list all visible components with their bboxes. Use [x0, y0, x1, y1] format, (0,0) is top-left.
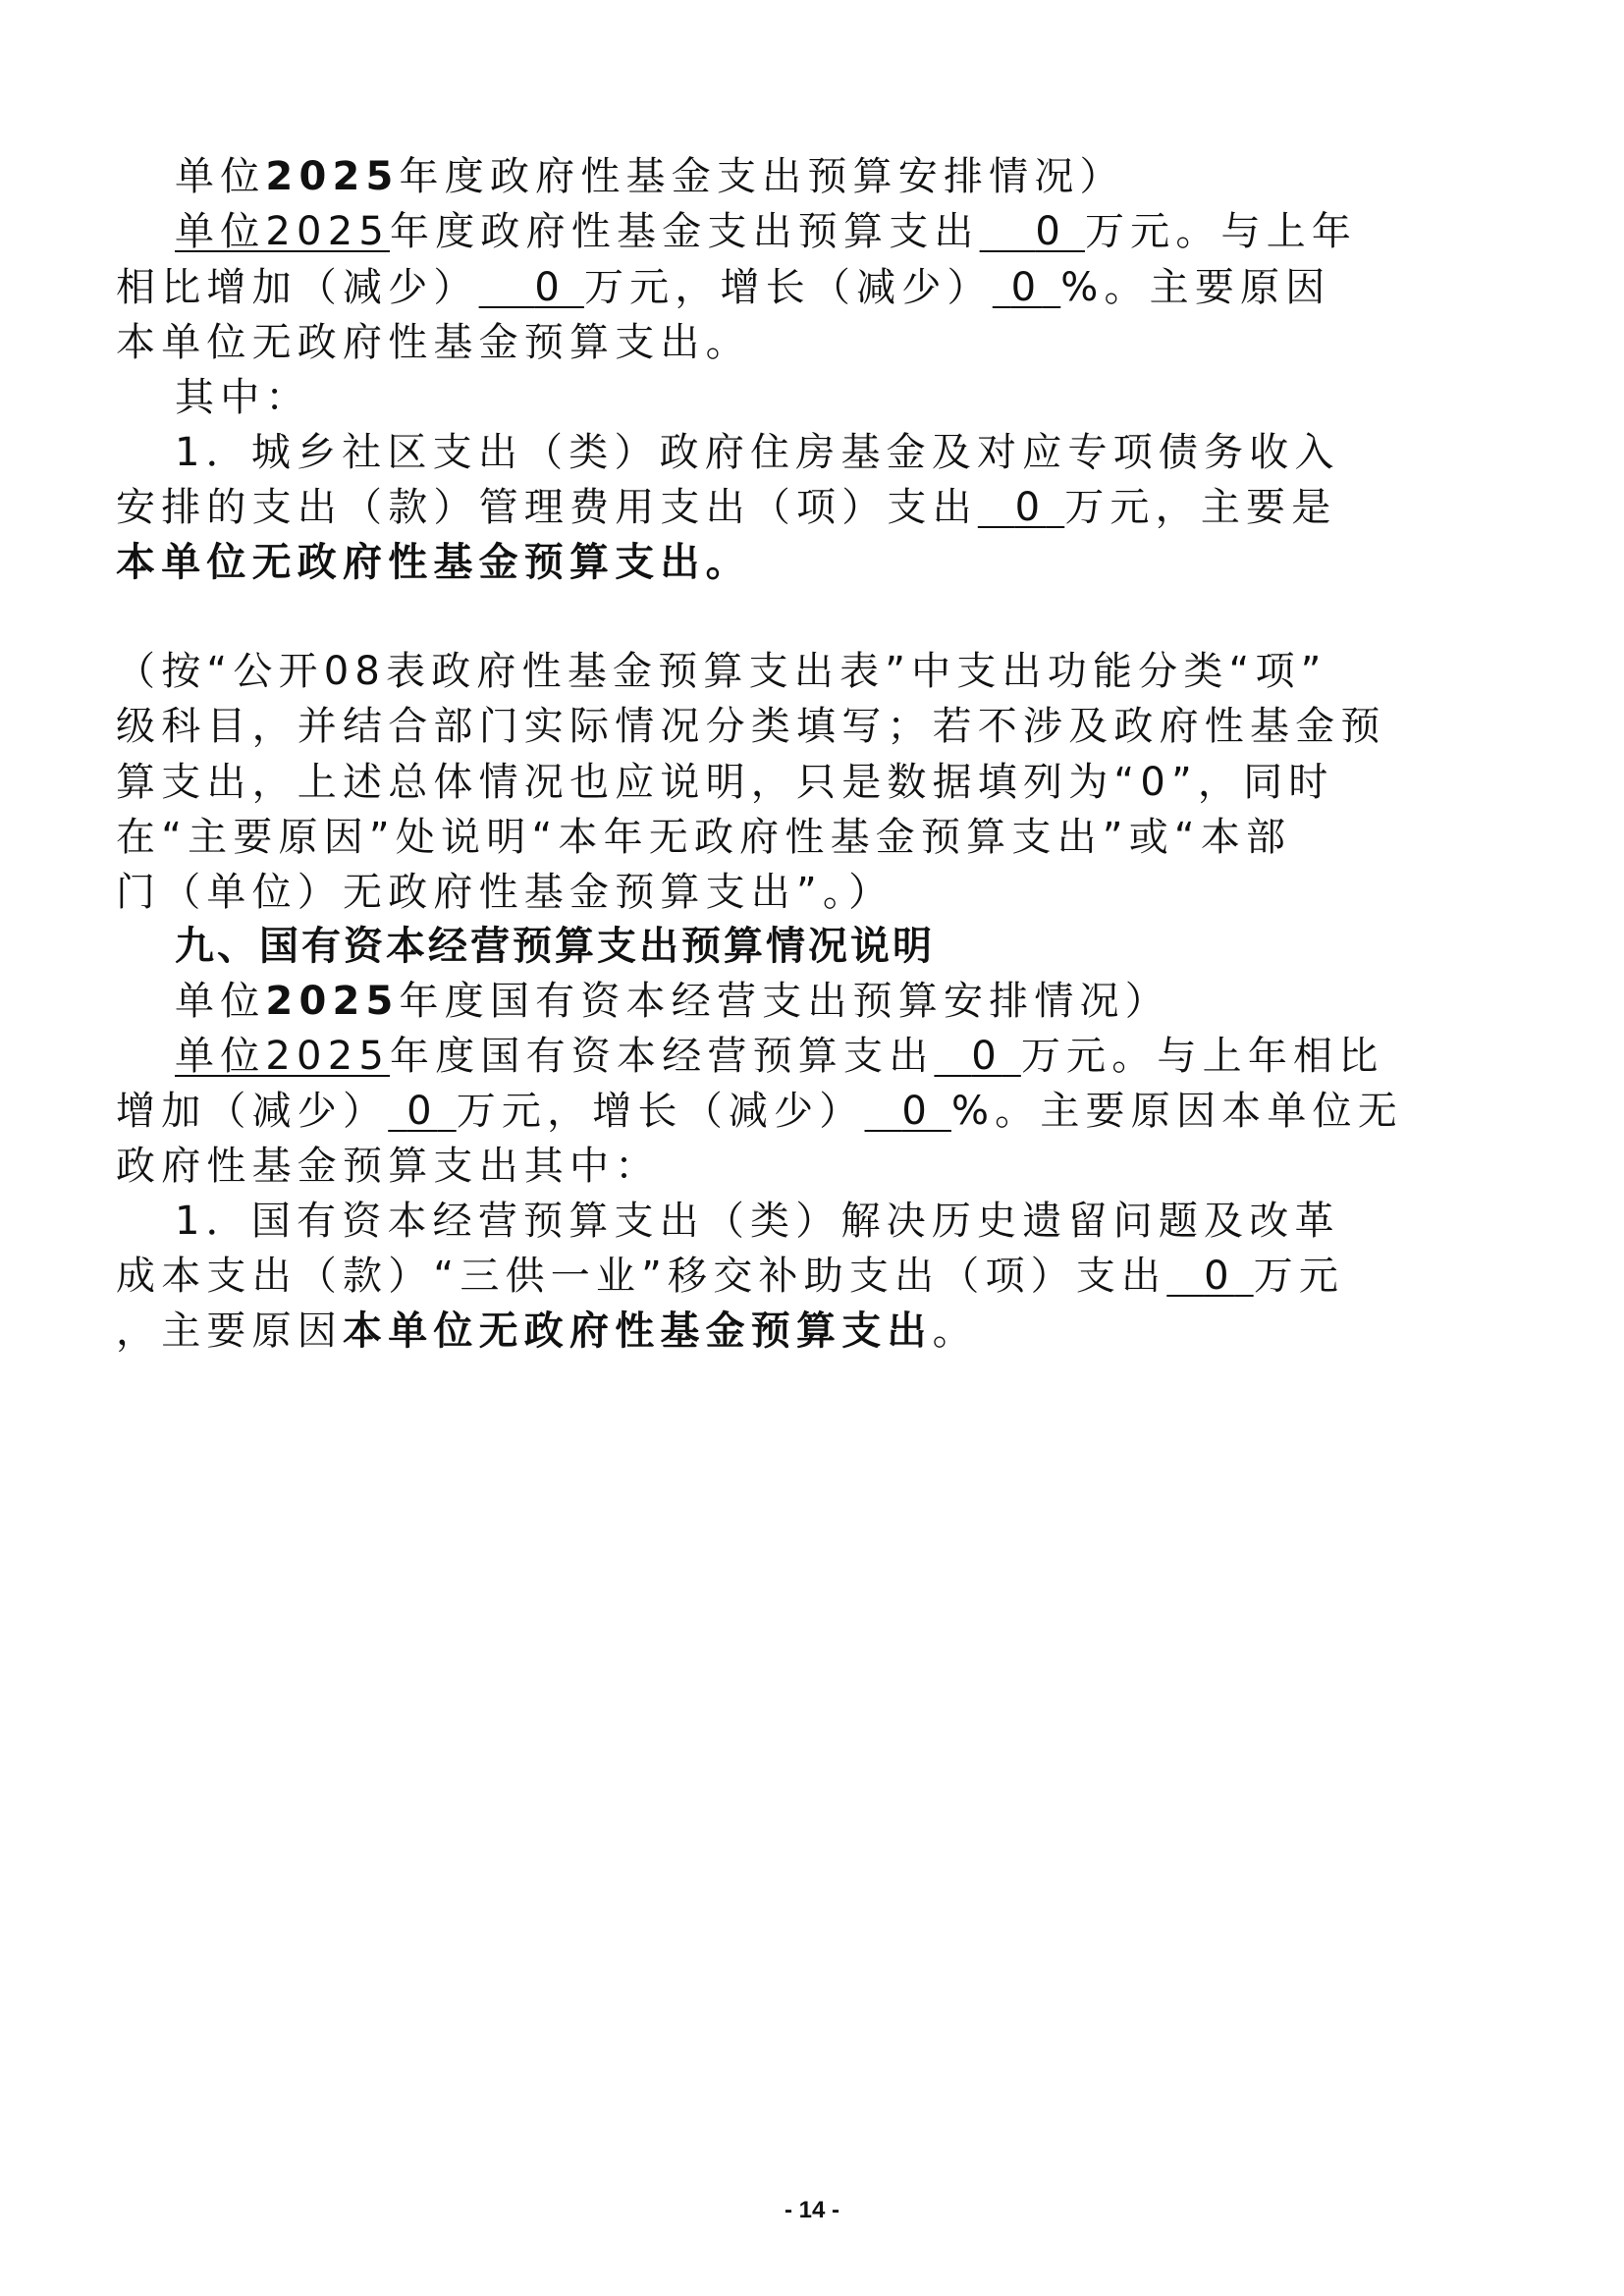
text-line: 1．国有资本经营预算支出（类）解决历史遗留问题及改革	[175, 1199, 1340, 1244]
note-line: （按“公开08表政府性基金预算支出表”中支出功能分类“项”	[116, 649, 1327, 694]
section-heading: 九、国有资本经营预算支出预算情况说明	[175, 924, 935, 969]
text-line: 单位2025年度国有资本经营支出预算安排情况）	[175, 979, 1170, 1024]
text-line: 1．城乡社区支出（类）政府住房基金及对应专项债务收入	[175, 430, 1340, 475]
text-line: 本单位无政府性基金预算支出。	[116, 540, 751, 585]
text-line: 其中：	[175, 375, 311, 420]
text-line: 政府性基金预算支出其中：	[116, 1144, 661, 1189]
text-line: 安排的支出（款）管理费用支出（项）支出 0 万元，主要是	[116, 485, 1337, 530]
text-line: 增加（减少） 0 万元，增长（减少） 0 %。主要原因本单位无	[116, 1089, 1403, 1134]
note-line: 算支出，上述总体情况也应说明，只是数据填列为“0”，同时	[116, 760, 1334, 805]
note-line: 门（单位）无政府性基金预算支出”。）	[116, 870, 894, 915]
note-line: 级科目，并结合部门实际情况分类填写；若不涉及政府性基金预	[116, 704, 1386, 749]
text-line: 单位2025年度政府性基金支出预算安排情况）	[175, 154, 1125, 199]
text-line: 单位2025年度国有资本经营预算支出 0 万元。与上年相比	[175, 1034, 1384, 1079]
note-line: 在“主要原因”处说明“本年无政府性基金预算支出”或“本部	[116, 815, 1292, 860]
text-line: 本单位无政府性基金预算支出。	[116, 320, 751, 365]
text-line: 成本支出（款）“三供一业”移交补助支出（项）支出 0 万元	[116, 1254, 1345, 1299]
text-line: 单位2025年度政府性基金支出预算支出 0 万元。与上年	[175, 209, 1358, 254]
text-line: ，主要原因本单位无政府性基金预算支出。	[116, 1308, 978, 1354]
text-line: 相比增加（减少） 0 万元，增长（减少） 0 %。主要原因	[116, 265, 1331, 310]
page-number: - 14 -	[784, 2197, 839, 2223]
